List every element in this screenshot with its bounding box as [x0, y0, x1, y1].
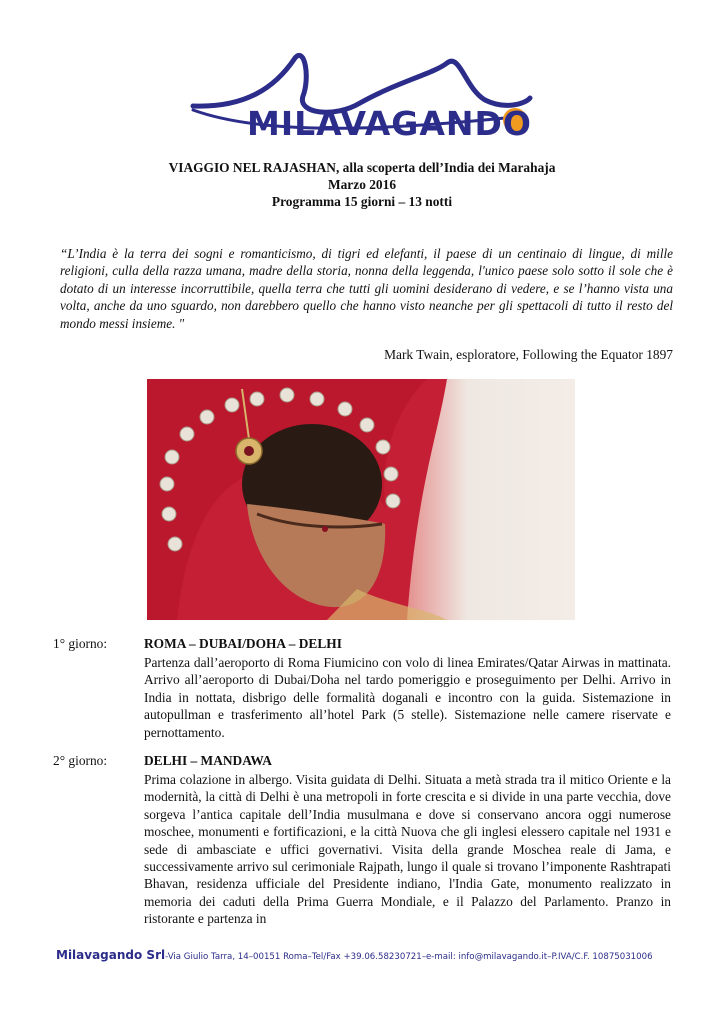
trip-date: Marzo 2016 [327, 177, 397, 192]
milavagando-logo [185, 48, 535, 148]
day-1-label: 1° giorno: [53, 636, 108, 651]
footer-brand: Milavagando Srl [56, 948, 166, 962]
day-2-label: 2° giorno: [53, 753, 108, 768]
trip-duration: Programma 15 giorni – 13 notti [271, 194, 453, 209]
quote-attribution: Mark Twain, esploratore, Following the Equator 1897 [384, 347, 673, 362]
day-1-text: Partenza dall’aeroporto di Roma Fiumicino con volo di linea Emirates/Qatar Airwas in mattinata. Arrivo all’aeroporto di Dubai/Doha nel tardo pomeriggio e proseguimento per Delhi. Arrivo in India in nottata, disbrigo delle formalità doganali e incontro con la guida. Sistemazione in autopullman e trasferimento all’hotel Park (5 stelle). Sistemazione nelle camere riservate e pernottamento. [144, 655, 671, 740]
mark-twain-quote: “L’India è la terra dei sogni e romanticismo, di tigri ed elefanti, il paese di un centinaio di lingue, di mille religioni, culla della razza umana, madre della storia, nonna della leggenda, l'unico paese solo sotto il sole che è dotato di un interesse incorruttibile, quella terra che tutti gli uomini desiderano di vedere, e se l’hanno vista una volta, anche da uno sguardo, non darebbero quello che hanno visto neanche per gli spettacoli di tutto il resto del mondo messi insieme. " [60, 246, 673, 331]
trip-title: VIAGGIO NEL RAJASHAN, alla scoperta dell’India dei Marahaja [168, 160, 556, 175]
day-1-title: ROMA – DUBAI/DOHA – DELHI [144, 636, 342, 651]
day-2-text: Prima colazione in albergo. Visita guidata di Delhi. Situata a metà strada tra il mitico Oriente e la modernità, la città di Delhi è una metropoli in forte crescita e si divide in una parte vecchia, dove sorgeva l’antica capitale dell’India musulmana e dove si conservano ancora oggi numerose moschee, monumenti e fortificazioni, e la città Nuova che gli inglesi elessero capitale nel 1931 e sede di ambasciate e uffici governativi. Visita della grande Moschea reale di Jama, e successivamente arrivo sul cerimoniale Rajpath, lungo il quale si trovano l’imponente Rashtrapati Bhavan, residenza ufficiale del Presidente indiano, l'India Gate, monumento realizzato in memoria dei caduti della Prima Guerra Mondiale, e il Palazzo del Parlamento. Pranzo in ristorante e partenza in [144, 772, 671, 927]
day-2-title: DELHI – MANDAWA [144, 753, 272, 768]
footer-details: -Via Giulio Tarra, 14–00151 Roma–Tel/Fax +39.06.58230721–e-mail: info@milavagando.it–P.IVA/C.F. 10875031006 [165, 952, 653, 962]
logo-text: MILAVAGANDO [247, 104, 532, 143]
company-footer [56, 948, 696, 962]
bride-photo [147, 379, 575, 620]
